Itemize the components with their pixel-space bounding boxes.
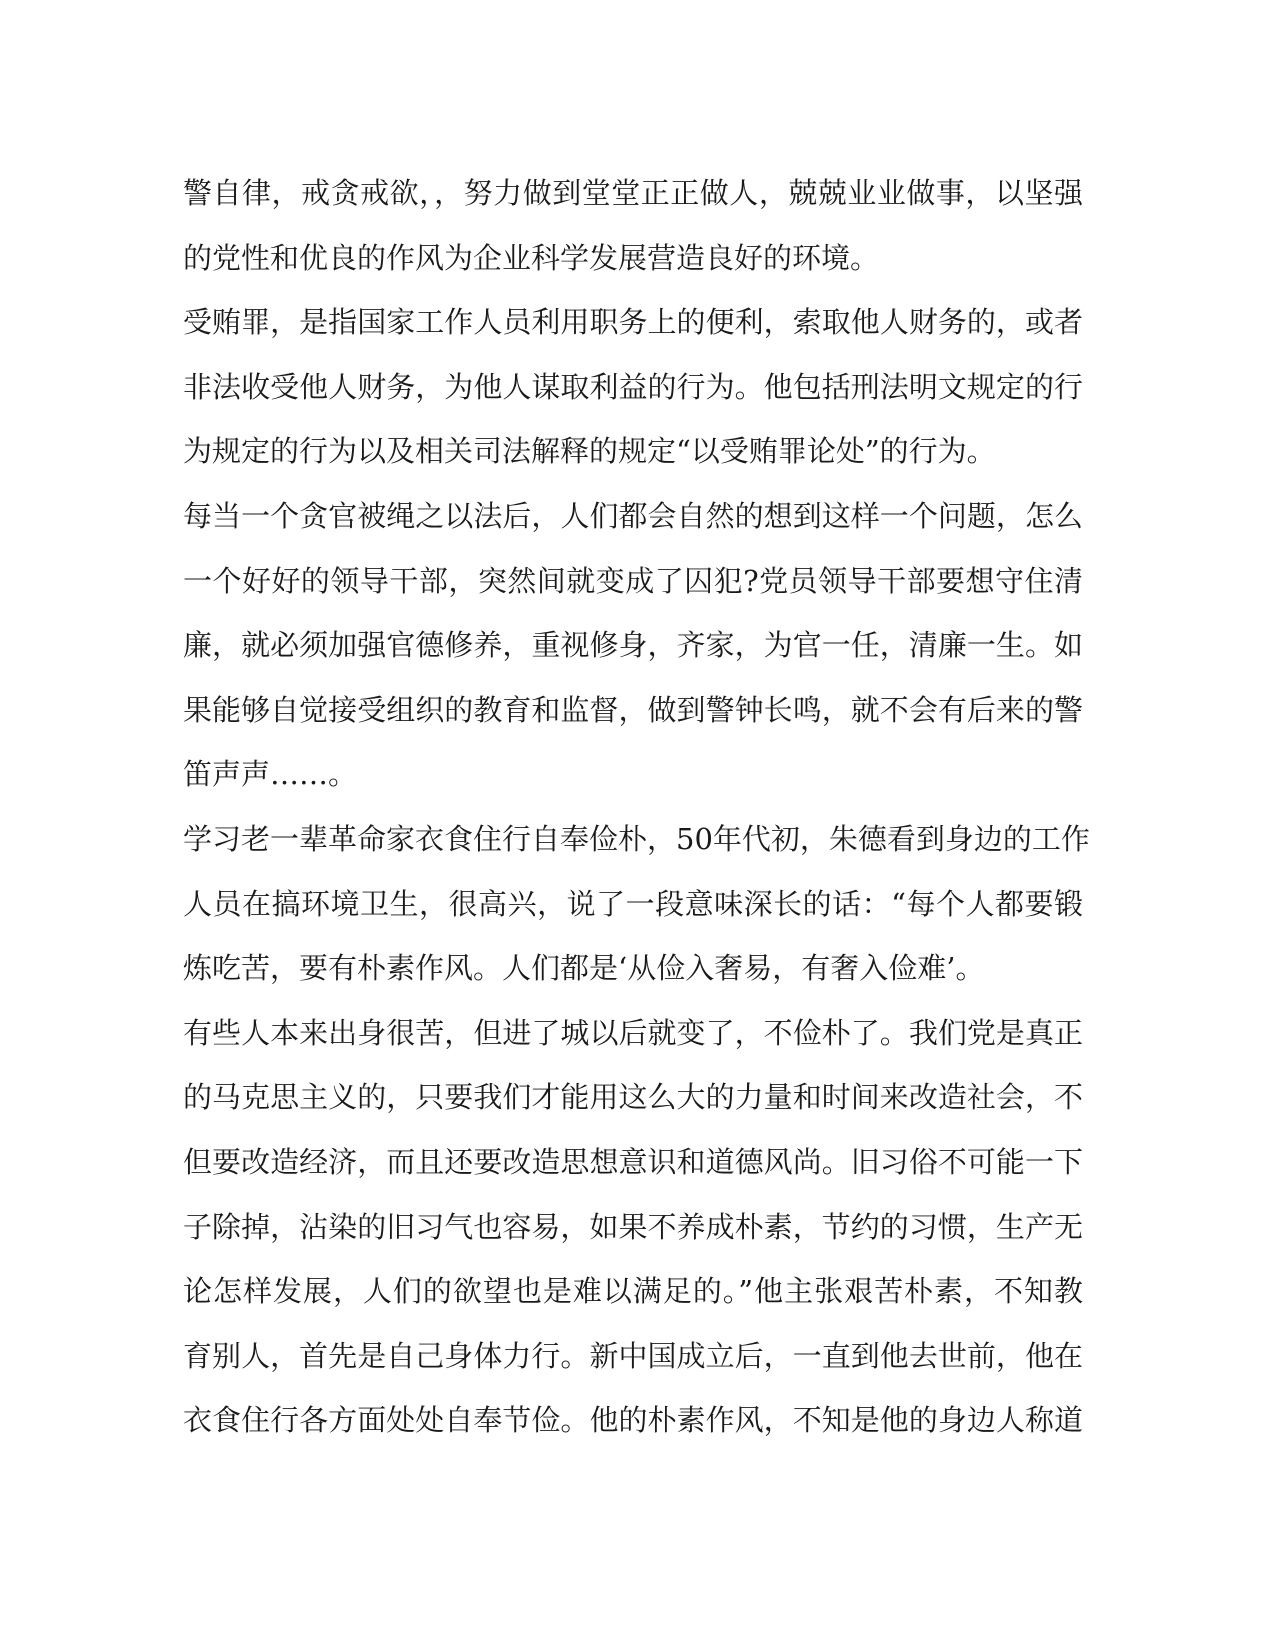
paragraph-bribery-definition bbox=[183, 290, 1083, 484]
paragraph-corrupt-officials bbox=[183, 484, 1083, 807]
text-line: 子除掉，沾染的旧习气也容易，如果不养成朴素，节约的习惯，生产无 bbox=[183, 1209, 1083, 1244]
body-text bbox=[183, 161, 1090, 1453]
text-line: 一个好好的领导干部，突然间就变成了囚犯?党员领导干部要想守住清 bbox=[183, 563, 1083, 598]
text-line: 的马克思主义的，只要我们才能用这么大的力量和时间来改造社会，不 bbox=[183, 1080, 1083, 1115]
text-line: 果能够自觉接受组织的教育和监督，做到警钟长鸣，就不会有后来的警 bbox=[183, 692, 1083, 727]
text-line: 衣食住行各方面处处自奉节俭。他的朴素作风，不知是他的身边人称道 bbox=[183, 1403, 1083, 1438]
text-line: 人员在搞环境卫生，很高兴，说了一段意味深长的话：“每个人都要锻 bbox=[183, 886, 1083, 921]
text-line: 的党性和优良的作风为企业科学发展营造良好的环境。 bbox=[183, 240, 880, 275]
text-line: 为规定的行为以及相关司法解释的规定“以受贿罪论处”的行为。 bbox=[183, 434, 996, 469]
text-line: 炼吃苦，要有朴素作风。人们都是‘从俭入奢易，有奢入俭难’。 bbox=[183, 951, 985, 986]
text-line: 非法收受他人财务，为他人谋取利益的行为。他包括刑法明文规定的行 bbox=[183, 369, 1083, 404]
paragraph-zhu-de-frugality bbox=[183, 807, 1090, 1001]
paragraph-party-spirit bbox=[183, 161, 1083, 290]
text-line: 有些人本来出身很苦，但进了城以后就变了，不俭朴了。我们党是真正 bbox=[183, 1015, 1083, 1050]
text-line: 学习老一辈革命家衣食住行自奉俭朴，50年代初，朱德看到身边的工作 bbox=[183, 821, 1090, 856]
paragraph-simple-living bbox=[183, 1001, 1083, 1453]
text-line: 论怎样发展，人们的欲望也是难以满足的。”他主张艰苦朴素，不知教 bbox=[183, 1274, 1083, 1309]
text-line: 育别人，首先是自己身体力行。新中国成立后，一直到他去世前，他在 bbox=[183, 1338, 1083, 1373]
text-line: 每当一个贪官被绳之以法后，人们都会自然的想到这样一个问题，怎么 bbox=[183, 498, 1083, 533]
text-line: 廉，就必须加强官德修养，重视修身，齐家，为官一任，清廉一生。如 bbox=[183, 628, 1083, 663]
text-line: 受贿罪，是指国家工作人员利用职务上的便利，索取他人财务的，或者 bbox=[183, 305, 1083, 340]
text-line: 但要改造经济，而且还要改造思想意识和道德风尚。旧习俗不可能一下 bbox=[183, 1144, 1083, 1179]
text-line: 笛声声……。 bbox=[183, 757, 358, 792]
text-line: 警自律，戒贪戒欲，，努力做到堂堂正正做人，兢兢业业做事，以坚强 bbox=[183, 176, 1083, 210]
